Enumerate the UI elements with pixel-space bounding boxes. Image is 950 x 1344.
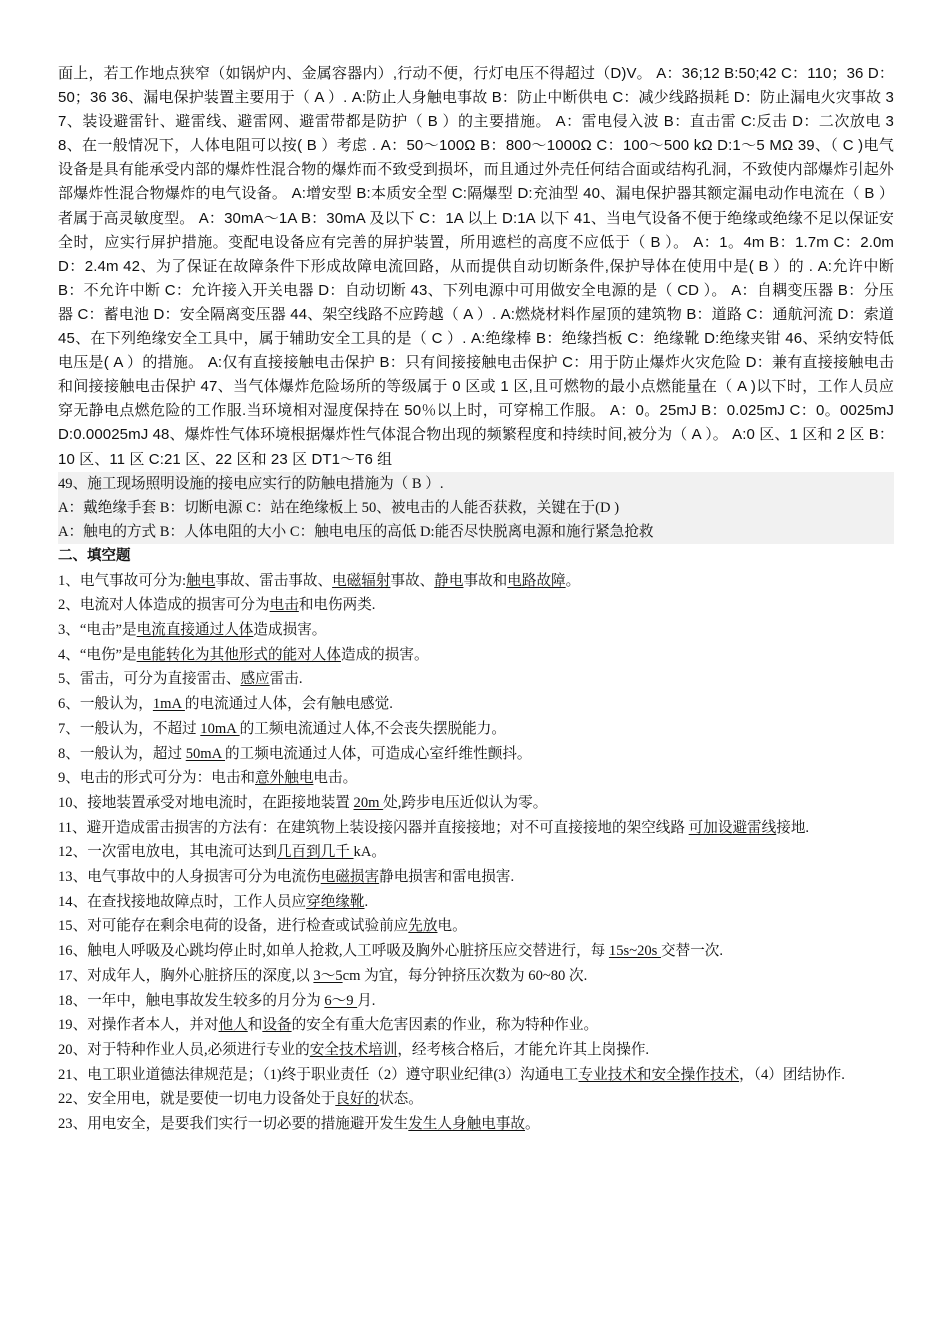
item-text: 事故、雷击事故、 <box>215 572 333 589</box>
item-text: 月. <box>357 992 376 1009</box>
answer-text: 1mA <box>152 696 185 713</box>
answer-text: 15s~20s <box>608 943 662 960</box>
answer-text: 良好的 <box>335 1091 380 1108</box>
fill-item <box>58 816 894 841</box>
answer-text: 6～9 <box>324 992 358 1009</box>
item-text: 5、雷击，可分为直接雷击、 <box>58 671 241 688</box>
item-text: 4、“电伤”是 <box>58 646 137 663</box>
item-text: 8、一般认为，超过 <box>58 745 186 762</box>
answer-text: 50mA <box>185 745 226 762</box>
item-text: 事故、 <box>390 572 435 589</box>
fill-item <box>58 667 894 692</box>
item-text: cm 为宜，每分钟挤压次数为 60~80 次. <box>342 967 588 984</box>
fill-item <box>58 964 894 989</box>
answer-text: 触电 <box>186 572 216 589</box>
item-text: 电击。 <box>313 770 358 787</box>
item-text: 电。 <box>437 918 467 935</box>
item-text: 雷击. <box>269 671 303 688</box>
item-text: 6、一般认为， <box>58 696 153 713</box>
item-text: ，经考核合格后，才能允许其上岗操作. <box>397 1041 650 1058</box>
item-text: 。 <box>525 1116 540 1133</box>
fill-item <box>58 890 894 915</box>
fill-item <box>58 939 894 964</box>
item-text: 9、电击的形式可分为：电击和 <box>58 770 256 787</box>
fill-item <box>58 840 894 865</box>
item-text: kA。 <box>353 844 386 861</box>
fill-in-list <box>58 569 894 1137</box>
item-text: 23、用电安全，是要我们实行一切必要的措施避开发生 <box>58 1116 409 1133</box>
item-text: 的安全有重大危害因素的作业，称为特种作业。 <box>291 1017 599 1034</box>
answer-text: 静电 <box>434 572 464 589</box>
multiple-choice-paragraph: 面上，若工作地点狭窄（如锅炉内、金属容器内）,行动不便，行灯电压不得超过（D)V。 A：36;12 B:50;42 C：110；36 D：50；36 36、漏电保护装置主要用于（ A ）. A:防止人身触电事故 B：防止中断供电 C：减少线路损耗 D：防止漏电火灾事故 37、装设避雷针、避雷线、避雷网、避雷带都是防护（ B ）的主要措施。 A：雷电侵入波 B：直击雷 C:反击 D：二次放电 38、在一般情况下，人体电阻可以按( B ）考虑 . A：50～100Ω B：800～1000Ω C：100～500 kΩ D:1～5 MΩ 39、（ C )电气设备是具有能承受内部的爆炸性混合物的爆炸而不致受到损坏，而且通过外壳任何结合面或结构孔洞，不致使内部爆炸引起外部爆炸性混合物爆炸的电气设备。 A:增安型 B:本质安全型 C:隔爆型 D:充油型 40、漏电保护器其额定漏电动作电流在（ B ）者属于高灵敏度型。 A：30mA～1A B：30mA 及以下 C：1A 以上 D:1A 以下 41、当电气设备不便于绝缘或绝缘不足以保证安全时，应实行屏护措施。变配电设备应有完善的屏护装置，所用遮栏的高度不应低于（ B ）。 A：1。4m B：1.7m C：2.0m D：2.4m 42、为了保证在故障条件下形成故障电流回路，从而提供自动切断条件,保护导体在使用中是( B ）的 . A:允许中断 B：不允许中断 C：允许接入开关电器 D：自动切断 43、下列电源中可用做安全电源的是（ CD ）。 A：自耦变压器 B：分压器 C：蓄电池 D：安全隔离变压器 44、架空线路不应跨越（ A ）. A:燃烧材料作屋顶的建筑物 B：道路 C：通航河流 D：索道 45、在下列绝缘安全工具中，属于辅助安全工具的是（ C ）. A:绝缘棒 B：绝缘挡板 C：绝缘靴 D:绝缘夹钳 46、采纳安特低电压是( A ）的措施。 A:仅有直接接触电击保护 B：只有间接接触电击保护 C：用于防止爆炸火灾危险 D：兼有直接接触电击和间接接触电击保护 47、当气体爆炸危险场所的等级属于 0 区或 1 区,且可燃物的最小点燃能量在（ A )以下时，工作人员应穿无静电点燃危险的工作服.当环境相对湿度保持在 50％以上时，可穿棉工作服。 A：0。25mJ B：0.025mJ C：0。0025mJ D:0.00025mJ 48、爆炸性气体环境根据爆炸性气体混合物出现的频繁程度和持续时间,被分为（ A ）。 A:0 区、1 区和 2 区 B：10 区、11 区 C:21 区、22 区和 23 区 DT1～T6 组 <box>58 65 894 468</box>
fill-item <box>58 643 894 668</box>
fill-item <box>58 1013 894 1038</box>
item-text: 15、对可能存在剩余电荷的设备，进行检查或试验前应 <box>58 918 409 935</box>
answer-text: 专业技术和安全操作技术 <box>578 1066 740 1083</box>
answer-text: 发生人身触电事故 <box>408 1116 526 1133</box>
item-text: 20、对于特种作业人员,必须进行专业的 <box>58 1041 310 1058</box>
fill-item <box>58 1112 894 1137</box>
answer-text: 意外触电 <box>255 770 314 787</box>
item-text: 22、安全用电，就是要使一切电力设备处于 <box>58 1091 336 1108</box>
answer-text: 先放 <box>408 918 438 935</box>
item-text: 造成损害。 <box>253 621 327 638</box>
answer-text: 几百到几千 <box>276 844 354 861</box>
item-text: 的电流通过人体，会有触电感觉. <box>184 696 393 713</box>
item-text: 造成的损害。 <box>340 646 429 663</box>
item-text: 状态。 <box>379 1091 423 1108</box>
answer-text: 电击 <box>269 597 299 614</box>
shaded-line: A：戴绝缘手套 B：切断电源 C：站在绝缘板上 50、被电击的人能否获救，关键在于(D ) <box>58 499 620 516</box>
fill-item <box>58 989 894 1014</box>
fill-item <box>58 717 894 742</box>
fill-item <box>58 1087 894 1112</box>
item-text: 交替一次. <box>661 943 724 960</box>
item-text: 。 <box>565 572 581 589</box>
item-text: 7、一般认为，不超过 <box>58 720 201 737</box>
item-text: 11、避开造成雷击损害的方法有：在建筑物上装设接闪器并直接接地；对不可直接接地的架空线路 <box>58 819 689 836</box>
shaded-line: 49、施工现场照明设施的接电应实行的防触电措施为（ B ）. <box>58 475 444 492</box>
item-text: 事故和 <box>463 572 508 589</box>
item-text: 的工频电流通过人体,不会丧失摆脱能力。 <box>239 720 506 737</box>
answer-text: 电路故障 <box>507 572 566 589</box>
item-text: 静电损害和雷电损害. <box>379 869 515 886</box>
answer-text: 20m <box>353 794 384 811</box>
item-text: 和 <box>247 1017 263 1034</box>
item-text: 2、电流对人体造成的损害可分为 <box>58 597 270 614</box>
fill-item <box>58 593 894 618</box>
item-text: 19、对操作者本人，并对 <box>58 1017 219 1034</box>
fill-item <box>58 766 894 791</box>
item-text: 10、接地装置承受对地电流时，在距接地装置 <box>58 794 354 811</box>
item-text: 17、对成年人，胸外心脏挤压的深度,以 <box>58 967 314 984</box>
item-text: 3、“电击”是 <box>58 621 137 638</box>
item-text: 和电伤两类. <box>298 597 376 614</box>
answer-text: 穿绝缘靴 <box>306 893 365 910</box>
shaded-line: A：触电的方式 B：人体电阻的大小 C：触电电压的高低 D:能否尽快脱离电源和施行紧急抢救 <box>58 523 654 540</box>
fill-item <box>58 742 894 767</box>
answer-text: 电磁损害 <box>320 869 380 886</box>
fill-item <box>58 569 894 594</box>
section-heading: 二、填空题 <box>58 547 131 564</box>
item-text: 18、一年中，触电事故发生较多的月分为 <box>58 992 325 1009</box>
answer-text: 他人 <box>218 1017 248 1034</box>
item-text: 16、触电人呼吸及心跳均停止时,如单人抢救,人工呼吸及胸外心脏挤压应交替进行，每 <box>58 943 609 960</box>
item-text: ，（4）团结协作. <box>739 1066 845 1083</box>
item-text: 1、电气事故可分为: <box>58 572 187 589</box>
item-text: 14、在查找接地故障点时，工作人员应 <box>58 893 307 910</box>
fill-item <box>58 1038 894 1063</box>
item-text: . <box>364 893 369 910</box>
item-text: 处,跨步电压近似认为零。 <box>383 794 548 811</box>
fill-item <box>58 791 894 816</box>
item-text: 的工频电流通过人体，可造成心室纤维性颤抖。 <box>225 745 532 762</box>
shaded-question-block <box>58 472 894 544</box>
answer-text: 电流直接通过人体 <box>136 621 254 638</box>
answer-text: 可加设避雷线 <box>688 819 777 836</box>
fill-item <box>58 692 894 717</box>
item-text: 12、一次雷电放电，其电流可达到 <box>58 844 277 861</box>
answer-text: 感应 <box>240 671 270 688</box>
item-text: 接地. <box>776 819 810 836</box>
answer-text: 设备 <box>262 1017 292 1034</box>
item-text: 13、电气事故中的人身损害可分为电流伤 <box>58 869 321 886</box>
answer-text: 3～5 <box>313 967 343 984</box>
fill-item <box>58 1063 894 1088</box>
answer-text: 电能转化为其他形式的能对人体 <box>136 646 341 663</box>
answer-text: 安全技术培训 <box>309 1041 398 1058</box>
item-text: 21、电工职业道德法律规范是；（1)终于职业责任（2）遵守职业纪律(3）沟通电工 <box>58 1066 579 1083</box>
answer-text: 10mA <box>200 720 240 737</box>
fill-item <box>58 914 894 939</box>
answer-text: 电磁辐射 <box>332 572 391 589</box>
fill-item <box>58 865 894 890</box>
fill-item <box>58 618 894 643</box>
document-page <box>58 62 894 1137</box>
